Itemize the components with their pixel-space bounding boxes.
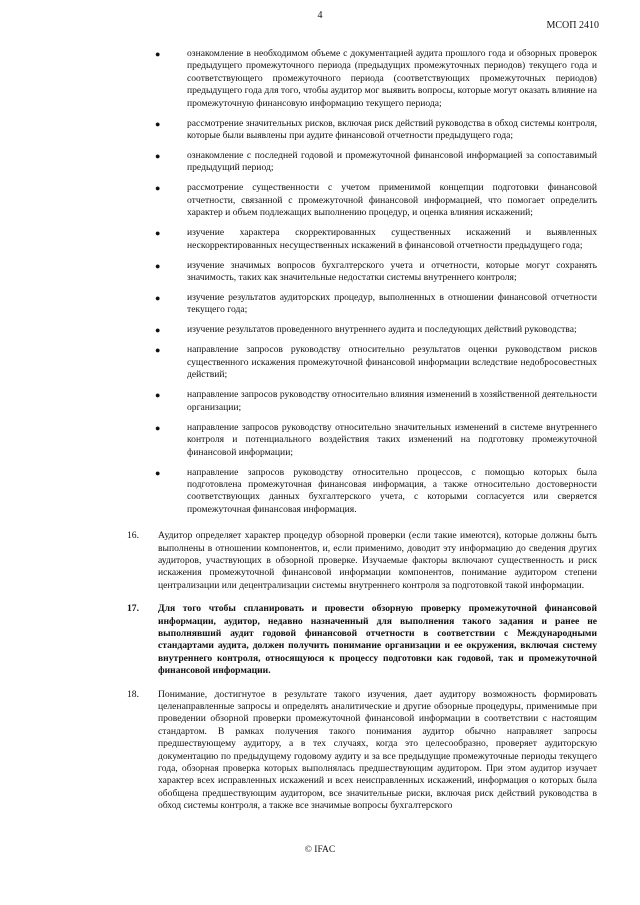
- bullet-text: ознакомление в необходимом объеме с документацией аудита прошлого года и обзорных проверок предыдущего промежуточного периода (предыдущих промежуточных периодов) текущего года и соответствующего промежуточного периода (соответствующих промежуточных периодов) предыдущего года для того, чтобы аудитор мог выявить вопросы, которые могут оказать влияние на промежуточную финансовую информацию текущего периода;: [187, 48, 597, 109]
- bullet-icon: ●: [155, 151, 161, 162]
- bullet-item: [127, 48, 597, 110]
- bullet-icon: ●: [155, 293, 161, 304]
- bullet-item: [127, 227, 597, 252]
- document-body: [127, 48, 597, 824]
- bullet-item: [127, 422, 597, 459]
- bullet-item: [127, 182, 597, 219]
- bullet-icon: ●: [155, 422, 161, 433]
- page-number: 4: [317, 10, 323, 21]
- bullet-text: изучение значимых вопросов бухгалтерского учета и отчетности, которые могут сохранять значимость, таких как значительные недостатки системы внутреннего контроля;: [187, 259, 597, 284]
- bullet-icon: ●: [155, 345, 161, 356]
- bullet-item: [127, 467, 597, 517]
- bullet-item: [127, 344, 597, 381]
- paragraph-16: [127, 530, 597, 592]
- bullet-text: изучение характера скорректированных существенных искажений и выявленных нескорректированных несущественных искажений в финансовой отчетности предыдущего года;: [187, 227, 597, 251]
- bullet-text: изучение результатов аудиторских процедур, выполненных в отношении финансовой отчетности текущего года;: [187, 292, 597, 316]
- bullet-text: рассмотрение существенности с учетом применимой концепции подготовки финансовой отчетности, связанной с промежуточной финансовой информацией, что помогает определить характер и объем подлежащих выполнению процедур, и оценка влияния искажений;: [187, 182, 597, 219]
- paragraph-text: Аудитор определяет характер процедур обзорной проверки (если такие имеются), которые должны быть выполнены в отношении компонентов, и, если применимо, доводит эту информацию до сведения других аудиторов, участвующих в обзорной проверке. Изучаемые факторы включают существенность и риск искажения промежуточной финансовой информации компонентов, понимание аудитором степени централизации или децентрализации системы внутреннего контроля за подготовкой такой информации.: [158, 530, 597, 591]
- paragraph-number: 18.: [127, 688, 139, 700]
- bullet-item: [127, 292, 597, 317]
- bullet-item: [127, 118, 597, 143]
- bullet-icon: ●: [155, 49, 161, 59]
- bullet-icon: ●: [155, 467, 161, 478]
- bullet-icon: ●: [155, 260, 161, 271]
- bullet-text: изучение результатов проведенного внутреннего аудита и последующих действий руководства;: [187, 324, 577, 336]
- bullet-text: направление запросов руководству относительно результатов оценки руководством рисков существенного искажения промежуточной финансовой информации вследствие недобросовестных действий;: [187, 344, 597, 381]
- bullet-icon: ●: [155, 325, 161, 336]
- bullet-text: ознакомление с последней годовой и промежуточной финансовой информацией за сопоставимый предыдущий период;: [187, 150, 597, 174]
- bullet-item: [127, 389, 597, 414]
- bullet-icon: ●: [155, 183, 161, 194]
- bullet-icon: ●: [155, 228, 161, 239]
- paragraph-number: 17.: [127, 603, 139, 615]
- bullet-icon: ●: [155, 390, 161, 401]
- paragraph-number: 16.: [127, 530, 139, 542]
- bullet-icon: ●: [155, 118, 161, 129]
- document-code: МСОП 2410: [546, 20, 599, 31]
- bullet-text: направление запросов руководству относительно влияния изменений в хозяйственной деятельности организации;: [187, 389, 597, 413]
- copyright-footer: © IFAC: [304, 845, 336, 855]
- bullet-item: [127, 150, 597, 175]
- bullet-item: [127, 324, 597, 336]
- bullet-text: направление запросов руководству относительно процессов, с помощью которых была подготовлена промежуточная финансовая информация, а также относительно достоверности соответствующих данных бухгалтерского учета, с которыми согласуется или сверяется промежуточная финансовая информация.: [187, 466, 597, 515]
- paragraph-text: Для того чтобы спланировать и провести обзорную проверку промежуточной финансовой информации, аудитор, недавно назначенный для выполнения такого задания и ранее не выполнявший аудит годовой финансовой отчетности в соответствии с Международными стандартами аудита, должен получить понимание организации и ее окружения, включая систему внутреннего контроля, относящуюся к процессу подготовки как годовой, так и промежуточной финансовой информации.: [158, 603, 597, 677]
- paragraph-18: [127, 689, 597, 813]
- paragraph-text: Понимание, достигнутое в результате такого изучения, дает аудитору возможность формировать целенаправленные запросы и определять аналитические и другие обзорные процедуры, применимые при проведении обзорной проверки промежуточной финансовой информации в соответствии с настоящим стандартом. В рамках получения такого понимания аудитор обычно направляет запросы предшествующему аудитору, а в тех случаях, когда это целесообразно, проверяет аудиторскую документацию по предыдущему годовому аудиту и за все предыдущие промежуточные периоды текущего года, обзорная проверка которых выполнялась предшествующим аудитором. При этом аудитор изучает характер всех исправленных искажений и всех неисправленных искажений, информация о которых была обобщена предшествующим аудитором, все значительные риски, включая риск действий руководства в обход системы контроля, а также все значимые вопросы бухгалтерского: [158, 688, 597, 812]
- bullet-text: рассмотрение значительных рисков, включая риск действий руководства в обход системы контроля, которые были выявлены при аудите финансовой отчетности предыдущего года;: [187, 117, 597, 142]
- paragraph-17: [127, 603, 597, 677]
- bullet-text: направление запросов руководству относительно значительных изменений в системе внутреннего контроля и потенциального воздействия таких изменений на подготовку промежуточной финансовой информации;: [187, 421, 597, 458]
- bullet-item: [127, 260, 597, 285]
